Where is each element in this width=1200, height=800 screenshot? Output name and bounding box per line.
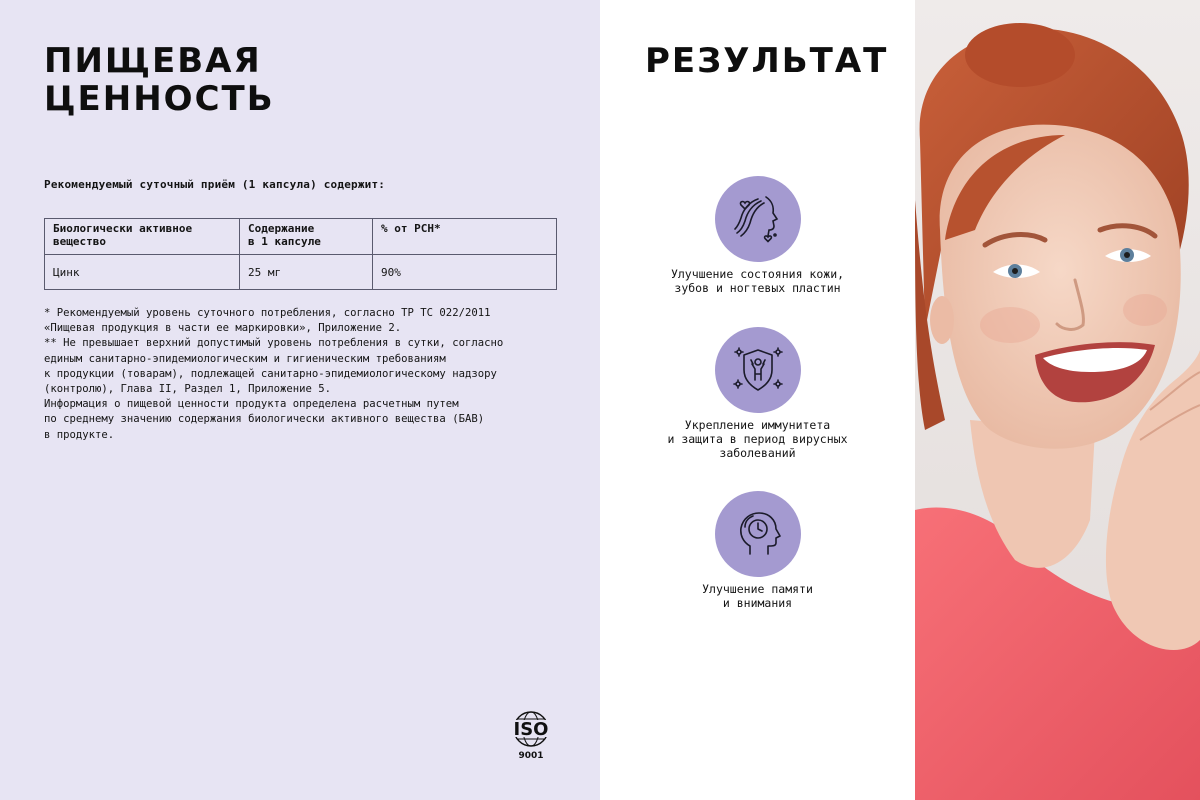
header-substance: Биологически активное вещество xyxy=(45,219,240,255)
daily-intake-intro: Рекомендуемый суточный приём (1 капсула) содержит: xyxy=(44,178,386,191)
footnote-line: единым санитарно-эпидемиологическим и гигиеническим требованиям xyxy=(44,352,446,365)
nutrition-title xyxy=(44,42,275,118)
footnote-line: по среднему значению содержания биологически активного вещества (БАВ) xyxy=(44,413,485,426)
footnote-line: «Пищевая продукция в части ее маркировки», Приложение 2. xyxy=(44,322,402,335)
immunity-shield-icon xyxy=(715,327,801,413)
benefit-immunity xyxy=(600,327,915,460)
benefit-memory xyxy=(600,491,915,610)
results-title: РЕЗУЛЬТАТ xyxy=(645,41,889,81)
head-clock-icon xyxy=(715,491,801,577)
smiling-woman-photo xyxy=(915,0,1200,800)
header-content: Содержание в 1 капсуле xyxy=(240,219,373,255)
footnotes xyxy=(44,306,574,443)
footnote-line: * Рекомендуемый уровень суточного потребления, согласно ТР ТС 022/2011 xyxy=(44,307,491,319)
woman-portrait xyxy=(915,0,1200,800)
iso-label: ISO xyxy=(513,719,549,740)
iso-9001-logo xyxy=(503,703,559,761)
cell-content: 25 мг xyxy=(240,255,373,290)
title-line-1: ПИЩЕВАЯ xyxy=(44,41,262,81)
footnote-line: (контролю), Глава II, Раздел 1, Приложение 5. xyxy=(44,383,332,396)
nutrition-table xyxy=(44,218,557,290)
footnote-line: в продукте. xyxy=(44,428,115,441)
face-hearts-icon xyxy=(715,176,801,262)
header-percent: % от РСН* xyxy=(373,219,557,255)
cell-percent: 90% xyxy=(373,255,557,290)
benefit-immunity-label: Укрепление иммунитета и защита в период вирусных заболеваний xyxy=(667,418,848,460)
benefit-skin xyxy=(600,176,915,295)
benefit-skin-label: Улучшение состояния кожи, зубов и ногтевых пластин xyxy=(670,267,845,295)
benefit-memory-label: Улучшение памяти и внимания xyxy=(702,582,813,610)
title-line-2: ЦЕННОСТЬ xyxy=(44,79,275,119)
cell-substance: Цинк xyxy=(45,255,240,290)
iso-number: 9001 xyxy=(518,751,544,761)
results-panel xyxy=(600,0,915,800)
footnote-line: к продукции (товарам), подлежащей санитарно-эпидемиологическому надзору xyxy=(44,367,497,380)
table-row xyxy=(45,255,557,290)
table-header-row xyxy=(45,219,557,255)
footnote-line: Информация о пищевой ценности продукта определена расчетным путем xyxy=(44,398,459,411)
footnote-line: ** Не превышает верхний допустимый уровень потребления в сутки, согласно xyxy=(44,337,504,350)
